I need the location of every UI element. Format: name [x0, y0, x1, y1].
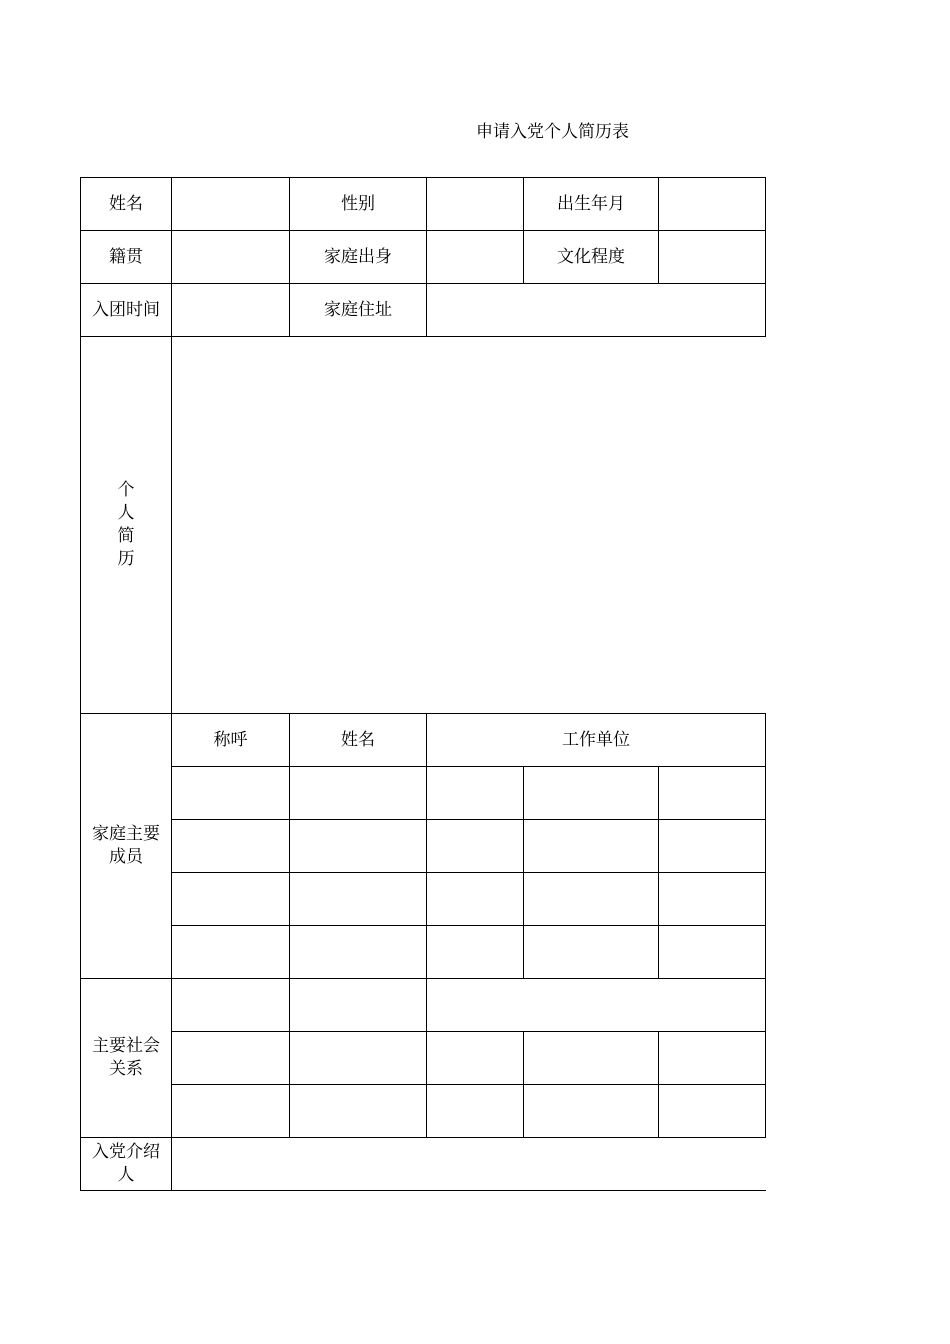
social-cell[interactable]: [172, 1085, 290, 1138]
family-cell[interactable]: [172, 873, 290, 926]
family-row: [81, 926, 766, 979]
native-place-label: 籍贯: [81, 231, 172, 284]
address-label: 家庭住址: [290, 284, 427, 337]
family-col-relation: 称呼: [172, 714, 290, 767]
page-title: 申请入党个人简历表: [476, 122, 629, 142]
social-cell[interactable]: [172, 1032, 290, 1085]
row-basic-1: [81, 178, 766, 231]
family-members-label-line: 成员: [109, 847, 143, 867]
league-join-field[interactable]: [172, 284, 290, 337]
family-col-name: 姓名: [290, 714, 427, 767]
family-cell[interactable]: [524, 926, 659, 979]
name-label: 姓名: [81, 178, 172, 231]
resume-label-char: 简: [117, 526, 135, 546]
social-cell[interactable]: [427, 1085, 524, 1138]
family-cell[interactable]: [524, 767, 659, 820]
family-cell[interactable]: [659, 767, 766, 820]
family-cell[interactable]: [524, 820, 659, 873]
introducer-label-line: 人: [117, 1165, 135, 1185]
social-row: [81, 1085, 766, 1138]
family-col-workplace: 工作单位: [427, 714, 766, 767]
resume-label: [81, 337, 172, 714]
education-label: 文化程度: [524, 231, 659, 284]
social-cell[interactable]: [524, 1085, 659, 1138]
social-relations-label: [81, 979, 172, 1138]
resume-label-char: 人: [117, 503, 135, 523]
social-cell[interactable]: [427, 1032, 524, 1085]
introducer-field[interactable]: [172, 1138, 766, 1191]
social-relations-label-line: 关系: [109, 1059, 143, 1079]
family-cell[interactable]: [172, 820, 290, 873]
family-row: [81, 873, 766, 926]
social-cell[interactable]: [172, 979, 290, 1032]
social-cell[interactable]: [427, 979, 766, 1032]
family-cell[interactable]: [659, 820, 766, 873]
social-cell[interactable]: [659, 1032, 766, 1085]
row-basic-2: [81, 231, 766, 284]
family-cell[interactable]: [659, 926, 766, 979]
birth-label: 出生年月: [524, 178, 659, 231]
family-cell[interactable]: [290, 767, 427, 820]
resume-field[interactable]: [172, 337, 766, 714]
family-cell[interactable]: [290, 873, 427, 926]
family-origin-label: 家庭出身: [290, 231, 427, 284]
family-cell[interactable]: [172, 926, 290, 979]
native-place-field[interactable]: [172, 231, 290, 284]
family-row: [81, 767, 766, 820]
introducer-label-line: 入党介绍: [92, 1142, 160, 1162]
family-origin-field[interactable]: [427, 231, 524, 284]
league-join-label: 入团时间: [81, 284, 172, 337]
family-cell[interactable]: [290, 820, 427, 873]
family-cell[interactable]: [427, 926, 524, 979]
family-cell[interactable]: [659, 873, 766, 926]
row-family-header: [81, 714, 766, 767]
introducer-label: [81, 1138, 172, 1191]
social-cell[interactable]: [290, 1032, 427, 1085]
resume-label-char: 历: [117, 549, 135, 569]
education-field[interactable]: [659, 231, 766, 284]
family-cell[interactable]: [290, 926, 427, 979]
social-cell[interactable]: [290, 979, 427, 1032]
family-cell[interactable]: [172, 767, 290, 820]
social-relations-label-line: 主要社会: [92, 1036, 160, 1056]
birth-field[interactable]: [659, 178, 766, 231]
family-members-label-line: 家庭主要: [92, 824, 160, 844]
social-row: [81, 979, 766, 1032]
family-members-label: [81, 714, 172, 979]
gender-label: 性别: [290, 178, 427, 231]
resume-form-table: [80, 177, 766, 1191]
address-field[interactable]: [427, 284, 766, 337]
social-cell[interactable]: [290, 1085, 427, 1138]
family-cell[interactable]: [524, 873, 659, 926]
family-cell[interactable]: [427, 873, 524, 926]
gender-field[interactable]: [427, 178, 524, 231]
family-cell[interactable]: [427, 767, 524, 820]
social-cell[interactable]: [659, 1085, 766, 1138]
name-field[interactable]: [172, 178, 290, 231]
row-resume: [81, 337, 766, 714]
row-introducer: [81, 1138, 766, 1191]
social-cell[interactable]: [524, 1032, 659, 1085]
social-row: [81, 1032, 766, 1085]
row-basic-3: [81, 284, 766, 337]
resume-label-char: 个: [117, 480, 135, 500]
family-row: [81, 820, 766, 873]
family-cell[interactable]: [427, 820, 524, 873]
